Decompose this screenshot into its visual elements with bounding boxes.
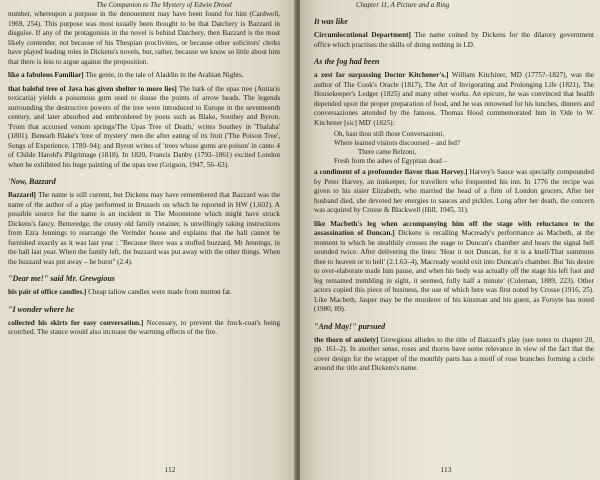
left-page bbox=[0, 0, 296, 480]
lemma: a zest far surpassing Doctor Kitchener's.] bbox=[314, 71, 449, 79]
note-entry bbox=[314, 336, 594, 374]
note-text: The bark of the upas tree (Antiaris toxicaria) yields a poisonous gum used to douse the points of arrow heads. The legends surrounding the destructive powers of the tree were introduced to Europe in the seventeenth century, and later absorbed and embroidered by poets such as Blake, Southey and Byron. 'From that accursed venom springs/The Upas Tree of Death,' writes Southey in 'Thalaba' (1801). Beneath Blake's 'tree of mystery' men die after eating of its fruit ('The Poison Tree', Songs of Experience, 1789–94); and Byron writes of 'trees whose gums are poison' in canto 4 of Childe Harold's Pilgrimage (1818). In 1820, Francis Danby (1793–1861) excited London when he exhibited his huge painting of the upas tree (Grigson, 1947, 56–63). bbox=[8, 84, 280, 169]
section-heading: 'Now, Bazzard bbox=[8, 177, 56, 186]
note-text: Dickens is recalling Macready's performance as Macbeth, at the moment in which he stealthily crosses the stage to Duncan's chamber and hears the signal bell sounded twice. After delivering the lines: 'Hear it not Duncan, for it is a knell/That summons thee to heaven or to hell' (2.1.63–4), Macready would exit into Duncan's chamber. But 'his desire to over-elaborate made him pause, and when his body was actually off the stage his left foot and leg remained trembling in sight, it seemed, fully half a minute' (Coleman, 1889, 223). Other actors copied this piece of business, the use of which here was first noted by Crosse (1916, 25). Like Macbeth, Jasper may be the murderer of his kinsman and his guest, as Forsyte has noted (1980, 89). bbox=[314, 229, 594, 313]
running-head-left: The Companion to The Mystery of Edwin Drood bbox=[96, 1, 232, 9]
note-text: William Kitchiner, MD (1775?–1827), was the author of The Cook's Oracle (1817), The Art of Invigorating and Prolonging Life (1821), The Housekeeper's Ledger (1825) and many other works. An epicure, he was convinced that health depended upon the proper preparation of food, and he was renowned for his lunches, dinners and conversaziones attended by the famous. Thomas Hood commemorated him in 'Ode to W. Kitchener [sic] MD' (1825): bbox=[314, 71, 595, 127]
section-heading: It was like bbox=[314, 17, 348, 26]
note-entry bbox=[8, 71, 280, 81]
page-number: 113 bbox=[440, 465, 452, 474]
right-page bbox=[300, 0, 600, 480]
note-entry bbox=[8, 319, 280, 338]
paragraph: number, whereupon a purpose in the denouement may have been found for him (Cardwell, 1969, 254). This purpose was most usually been thought to be that Datchery is Bazzard in disguise. If any of the protagonists in the novel is behind Datchery, then Bazzard is the most likely contender, not because of his Thespian proclivities, or because other solicitors' clerks have played leading roles in Dickens's novels, but, rather, because we know so little about him that there is less to argue against the proposition. bbox=[8, 10, 280, 66]
note-entry bbox=[8, 191, 280, 267]
verse-line: Oh, hast thou still those Conversazioni, bbox=[334, 130, 445, 138]
note-entry bbox=[314, 31, 594, 50]
section-heading: As the fog had been bbox=[314, 57, 380, 66]
lemma: like a fabulous Familiar] bbox=[8, 71, 84, 79]
note-entry bbox=[8, 288, 280, 298]
verse-line: Fresh from the ashes of Egyptian dead – bbox=[334, 157, 447, 165]
note-entry bbox=[314, 71, 594, 128]
page-number: 112 bbox=[164, 465, 176, 474]
lemma: a condiment of a profounder flavor than Harvey.] bbox=[314, 168, 468, 176]
note-text: Harvey's Sauce was specially compounded by Peter Harvey, an innkeeper, for travellers who frequented his inn. In 1776 the recipe was given to his sister Elizabeth, who married the head of a firm of London grocers. After her husband died, she devoted her energies to sauces and pickles. Long after her death, the concern was acquired by Crosse & Blackwell (Hill, 1945, 31). bbox=[314, 168, 594, 214]
verse-line: There came Belzoni, bbox=[358, 148, 417, 156]
verse-quotation bbox=[334, 130, 594, 166]
section-heading: "Dear me!" said Mr. Grewgious bbox=[8, 274, 115, 283]
note-entry bbox=[314, 220, 594, 315]
lemma: that baleful tree of Java has given shelter to more lies] bbox=[8, 84, 177, 93]
note-text: Grewgious alludes to the title of Bazzard's play (see notes to chapter 20, pp. 161–2). In another sense, roses and thorns have some relevance in view of the fact that the cover design for the wrapper of the monthly parts has a motif of rose branches forming a circle around the title and Dickens's name. bbox=[314, 335, 594, 372]
verse-line: Where learned visitors discoursed – and fed? bbox=[334, 139, 460, 147]
running-head-right: Chapter 11, A Picture and a Ring bbox=[356, 1, 450, 9]
lemma: collected his skirts for easy conversation.] bbox=[8, 318, 144, 327]
lemma: Circumlocutional Department] bbox=[314, 31, 411, 39]
note-text: The genie, in the tale of Aladdin in the Arabian Nights. bbox=[85, 71, 244, 79]
note-entry bbox=[314, 168, 594, 216]
note-entry bbox=[8, 85, 280, 171]
note-text: Necessary, to prevent the frock-coat's being scorched. The stance would also increase the warming effects of the fire. bbox=[8, 318, 281, 336]
lemma: like Macbeth's leg when accompanying him off the stage with reluctance to the assassination of Duncan.] bbox=[314, 219, 594, 237]
note-text: Cheap tallow candles were made from mutton fat. bbox=[88, 288, 232, 296]
section-heading: "I wonder where he bbox=[8, 304, 75, 314]
lemma: his pair of office candles.] bbox=[8, 288, 87, 296]
lemma: the thorn of anxiety] bbox=[314, 335, 379, 344]
note-text: The name is still current, but Dickens may have remembered that Bazzard was the name of the author of a play performed in Brussels on which he reported in HW (1,602). A possible source for the name is an incident in The Moonstone which might have struck Dickens's fancy. Betteredge, the crusty old family retainer, is unwillingly taking instructions from Ezra Jennings to rearrange the Verinder house and explains that the hall cannot be furnished exactly as it was last year : "Because there was a stuffed buzzard, Mr Jennings, in the hall last year. When the family left, the buzzard was put away with the other things. When the buzzard was put away – he burst" (2.4). bbox=[8, 191, 281, 266]
lemma: Bazzard] bbox=[8, 191, 36, 199]
note-text: The name coined by Dickens for the dilatory government office which practises the skills of doing nothing in LD. bbox=[314, 31, 594, 49]
section-heading: "And May!" pursued bbox=[314, 321, 386, 331]
